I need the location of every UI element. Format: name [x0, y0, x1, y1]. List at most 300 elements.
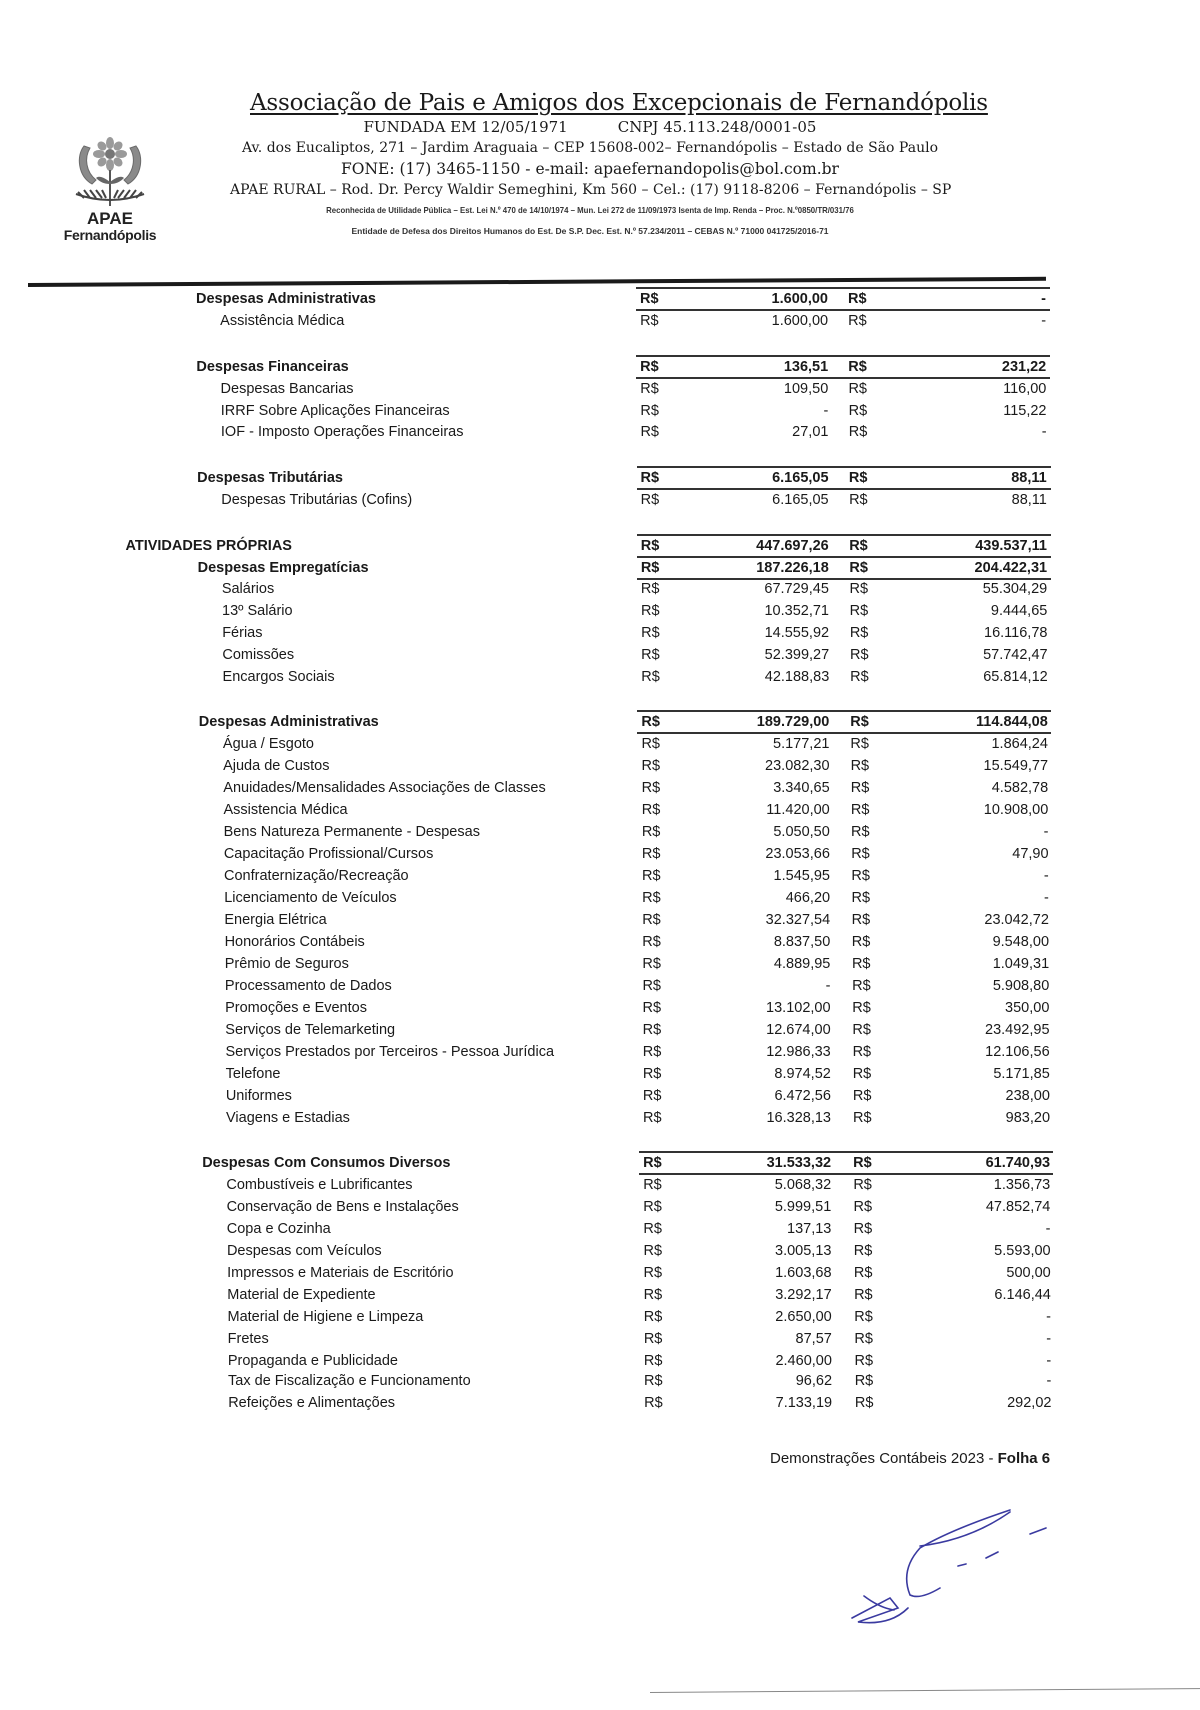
table-group-row [0, 356, 1200, 378]
value-2023: 187.226,18 [756, 560, 829, 576]
currency-2023: R$ [640, 291, 659, 307]
currency-2023: R$ [640, 313, 659, 329]
currency-2023: R$ [641, 846, 661, 862]
currency-2023: R$ [643, 1177, 662, 1193]
currency-2022: R$ [851, 956, 871, 972]
value-2023: 5.177,21 [773, 736, 830, 752]
value-2023: 1.600,00 [771, 313, 829, 329]
currency-2022: R$ [849, 560, 868, 576]
table-row [0, 1085, 1200, 1107]
row-label: Despesas Financeiras [196, 359, 349, 375]
currency-2023: R$ [642, 912, 661, 928]
currency-2022: R$ [853, 1221, 873, 1237]
currency-2022: R$ [850, 736, 869, 752]
value-2022: 983,20 [1005, 1110, 1051, 1126]
value-2022: 114.844,08 [976, 714, 1048, 730]
currency-2022: R$ [848, 470, 868, 486]
currency-2023: R$ [642, 868, 661, 884]
row-label: Encargos Sociais [222, 669, 335, 685]
table-row [0, 997, 1200, 1019]
value-2023: 1.603,68 [775, 1265, 832, 1281]
value-2022: - [1043, 868, 1049, 884]
currency-2023: R$ [641, 669, 660, 685]
value-2023: 2.650,00 [775, 1309, 832, 1325]
row-label: Viagens e Estadias [226, 1110, 350, 1126]
value-2022: - [1046, 1309, 1051, 1325]
value-2022: 4.582,78 [991, 780, 1049, 796]
currency-2022: R$ [849, 647, 869, 663]
table-row [0, 1063, 1200, 1085]
group-top-rule [639, 1151, 1053, 1153]
row-label: IOF - Imposto Operações Financeiras [220, 424, 464, 440]
value-2022: 9.548,00 [992, 934, 1050, 950]
table-row [0, 622, 1200, 644]
currency-2022: R$ [849, 581, 869, 597]
row-label: Uniformes [225, 1088, 292, 1104]
flower-hands-icon [70, 132, 150, 208]
currency-2023: R$ [642, 1066, 662, 1082]
footer-note-text: Demonstrações Contábeis 2023 - [770, 1450, 998, 1467]
table-row [0, 1306, 1200, 1328]
table-row [0, 843, 1200, 865]
table-row [0, 1107, 1200, 1129]
table-row [0, 865, 1200, 887]
table-row [0, 1041, 1200, 1063]
value-2023: 10.352,71 [764, 603, 829, 619]
row-label: Assistência Médica [220, 313, 345, 329]
table-row [0, 1350, 1200, 1372]
value-2023: 3.340,65 [773, 780, 830, 796]
currency-2022: R$ [852, 1088, 872, 1104]
currency-2023: R$ [641, 736, 660, 752]
table-row [0, 1174, 1200, 1196]
row-label: Prêmio de Seguros [224, 956, 349, 972]
value-2022: 47,90 [1012, 846, 1049, 862]
value-2022: 61.740,93 [985, 1155, 1051, 1171]
table-row [0, 887, 1200, 909]
currency-2022: R$ [850, 758, 870, 774]
value-2022: 5.908,80 [992, 978, 1050, 994]
value-2022: 65.814,12 [983, 669, 1048, 685]
value-2022: 88,11 [1011, 470, 1047, 486]
value-2022: 88,11 [1011, 492, 1047, 508]
group-top-rule [637, 534, 1051, 536]
value-2023: 23.053,66 [765, 846, 830, 862]
value-2022: 16.116,78 [984, 625, 1048, 641]
logo-apae-text: APAE [87, 209, 133, 228]
value-2023: 12.674,00 [766, 1022, 831, 1038]
row-label: Energia Elétrica [224, 912, 327, 928]
value-2022: 12.106,56 [985, 1044, 1050, 1060]
table-row [0, 1262, 1200, 1284]
currency-2023: R$ [640, 403, 659, 419]
value-2022: - [1041, 313, 1047, 329]
row-label: Despesas Administrativas [198, 714, 379, 730]
row-label: Ajuda de Custos [223, 758, 330, 774]
value-2023: 1.545,95 [773, 868, 830, 884]
currency-2022: R$ [852, 1044, 872, 1060]
row-label: Assistencia Médica [223, 802, 348, 818]
row-label: Licenciamento de Veículos [224, 890, 397, 906]
row-label: Propaganda e Publicidade [227, 1353, 398, 1369]
row-label: Comissões [222, 647, 295, 663]
value-2023: 137,13 [787, 1221, 832, 1237]
row-label: 13º Salário [222, 603, 293, 619]
value-2023: 8.974,52 [774, 1066, 831, 1082]
value-2022: - [1041, 424, 1047, 440]
row-label: Conservação de Bens e Instalações [226, 1199, 459, 1215]
logo-city-text: Fernandópolis [63, 227, 157, 243]
value-2022: - [1046, 1373, 1052, 1389]
row-label: Telefone [225, 1066, 281, 1082]
row-label: Anuidades/Mensalidades Associações de Classes [223, 780, 546, 796]
currency-2023: R$ [642, 978, 661, 994]
row-label: Despesas Com Consumos Diversos [202, 1155, 451, 1171]
currency-2022: R$ [854, 1309, 873, 1325]
currency-2022: R$ [852, 1022, 871, 1038]
row-label: Capacitação Profissional/Cursos [223, 846, 434, 862]
table-row [0, 489, 1200, 511]
currency-2023: R$ [642, 1088, 662, 1104]
value-2022: 292,02 [1007, 1395, 1052, 1411]
currency-2022: R$ [853, 1110, 872, 1126]
currency-2023: R$ [643, 1110, 662, 1126]
currency-2022: R$ [850, 669, 869, 685]
row-label: Impressos e Materiais de Escritório [227, 1265, 454, 1281]
row-label: Processamento de Dados [224, 978, 392, 994]
value-2023: 136,51 [783, 359, 829, 375]
value-2022: 23.492,95 [985, 1022, 1050, 1038]
currency-2023: R$ [641, 758, 661, 774]
value-2022: - [1045, 1221, 1051, 1237]
table-row [0, 909, 1200, 931]
row-label: Honorários Contábeis [224, 934, 365, 950]
row-label: Férias [222, 625, 263, 641]
table-row [0, 1284, 1200, 1306]
letterhead [230, 90, 988, 243]
currency-2022: R$ [853, 1243, 873, 1259]
footer-note [770, 1450, 1050, 1467]
table-group-row [0, 1152, 1200, 1174]
currency-2022: R$ [848, 403, 868, 419]
value-2022: 231,22 [1001, 359, 1047, 375]
value-2022: 1.864,24 [991, 736, 1048, 752]
currency-2022: R$ [851, 890, 871, 906]
currency-2023: R$ [642, 956, 661, 972]
row-label: Serviços Prestados por Terceiros - Pessoa Jurídica [225, 1044, 555, 1060]
table-row [0, 1328, 1200, 1350]
currency-2023: R$ [641, 780, 661, 796]
table-row [0, 821, 1200, 843]
currency-2022: R$ [853, 1199, 873, 1215]
currency-2022: R$ [851, 846, 870, 862]
value-2022: 204.422,31 [974, 560, 1048, 576]
currency-2023: R$ [644, 1395, 663, 1411]
row-label: Despesas Tributárias [197, 470, 343, 486]
currency-2022: R$ [850, 780, 870, 796]
value-2023: 2.460,00 [775, 1353, 832, 1369]
row-label: Água / Esgoto [222, 736, 314, 752]
value-2023: 447.697,26 [756, 538, 829, 554]
value-2023: - [825, 978, 831, 994]
table-row [0, 931, 1200, 953]
address: Av. dos Eucaliptos, 271 – Jardim Araguaia – CEP 15608-002– Fernandópolis – Estado de São Paulo [242, 140, 938, 156]
bottom-divider [650, 1688, 1200, 1693]
value-2022: 500,00 [1006, 1265, 1051, 1281]
table-row [0, 1196, 1200, 1218]
value-2022: 9.444,65 [990, 603, 1048, 619]
currency-2023: R$ [642, 890, 661, 906]
currency-2022: R$ [854, 1395, 874, 1411]
table-group-row [0, 711, 1200, 733]
table-row [0, 1392, 1200, 1414]
value-2022: 350,00 [1005, 1000, 1050, 1016]
value-2022: - [1046, 1331, 1052, 1347]
row-label: Despesas Bancarias [220, 381, 354, 397]
row-label: Copa e Cozinha [226, 1221, 331, 1237]
currency-2023: R$ [643, 1353, 663, 1369]
currency-2023: R$ [643, 1331, 663, 1347]
value-2023: 23.082,30 [765, 758, 830, 774]
group-top-rule [637, 556, 1051, 558]
currency-2023: R$ [640, 581, 660, 597]
value-2023: 27,01 [792, 424, 829, 440]
value-2023: 109,50 [783, 381, 829, 397]
table-row [0, 600, 1200, 622]
table-row [0, 777, 1200, 799]
currency-2022: R$ [850, 714, 869, 730]
cnpj: CNPJ 45.113.248/0001-05 [617, 118, 817, 136]
currency-2023: R$ [642, 1044, 662, 1060]
table-group-row [0, 467, 1200, 489]
row-label: Salários [221, 581, 275, 597]
currency-2023: R$ [641, 647, 660, 663]
currency-2023: R$ [641, 603, 660, 619]
currency-2023: R$ [642, 934, 661, 950]
value-2023: 1.600,00 [771, 291, 828, 307]
value-2022: 5.593,00 [994, 1243, 1051, 1259]
rural-address: APAE RURAL – Rod. Dr. Percy Waldir Semeghini, Km 560 – Cel.: (17) 9118-8206 – Fernandópolis – SP [230, 182, 952, 198]
currency-2023: R$ [643, 1221, 662, 1237]
value-2023: 11.420,00 [766, 802, 830, 818]
value-2023: 6.165,05 [772, 492, 829, 508]
row-label: Material de Expediente [227, 1287, 376, 1303]
value-2022: 23.042,72 [984, 912, 1049, 928]
currency-2023: R$ [642, 1022, 662, 1038]
value-2023: 16.328,13 [766, 1110, 831, 1126]
currency-2023: R$ [640, 424, 659, 440]
value-2023: 42.188,83 [764, 669, 830, 685]
public-utility-recognition: Reconhecida de Utilidade Pública – Est. Lei N.º 470 de 14/10/1974 – Mun. Lei 272 de 11/09/1973 Isenta de Imp. Renda – Proc. N.º0850/TR/031/76 [326, 205, 854, 215]
table-group-row [0, 535, 1200, 557]
phone-email: FONE: (17) 3465-1150 - e-mail: apaefernandopolis@bol.com.br [341, 160, 839, 178]
value-2023: 4.889,95 [773, 956, 831, 972]
value-2022: 1.049,31 [992, 956, 1050, 972]
table-row [0, 666, 1200, 688]
currency-2023: R$ [641, 714, 660, 730]
value-2022: - [1043, 824, 1049, 840]
table-row [0, 644, 1200, 666]
table-row [0, 310, 1200, 332]
row-label: Despesas Empregatícias [197, 560, 369, 576]
value-2023: 96,62 [795, 1373, 833, 1389]
value-2023: 6.165,05 [772, 470, 829, 486]
currency-2022: R$ [854, 1353, 874, 1369]
value-2022: 238,00 [1005, 1088, 1050, 1104]
organization-title: Associação de Pais e Amigos dos Excepcionais de Fernandópolis [250, 90, 988, 116]
table-row [0, 733, 1200, 755]
currency-2023: R$ [640, 560, 660, 576]
currency-2022: R$ [851, 868, 870, 884]
value-2023: 87,57 [795, 1331, 832, 1347]
row-label: Despesas com Veículos [226, 1243, 382, 1259]
currency-2023: R$ [643, 1287, 663, 1303]
table-row [0, 799, 1200, 821]
currency-2022: R$ [848, 359, 867, 375]
sheet-number: Folha 6 [997, 1450, 1051, 1467]
currency-2022: R$ [849, 603, 869, 619]
currency-2022: R$ [848, 424, 868, 440]
currency-2023: R$ [640, 538, 660, 554]
table-row [0, 975, 1200, 997]
table-row [0, 1240, 1200, 1262]
value-2022: 115,22 [1003, 403, 1047, 419]
row-label: Bens Natureza Permanente - Despesas [223, 824, 480, 840]
header-divider [28, 277, 1046, 287]
table-row [0, 578, 1200, 600]
currency-2023: R$ [640, 381, 659, 397]
currency-2022: R$ [848, 313, 867, 329]
value-2023: 5.050,50 [773, 824, 830, 840]
row-label: IRRF Sobre Aplicações Financeiras [220, 403, 450, 419]
group-top-rule [637, 466, 1051, 468]
row-label: Despesas Tributárias (Cofins) [221, 492, 413, 508]
currency-2022: R$ [852, 1066, 872, 1082]
currency-2022: R$ [852, 978, 871, 994]
value-2022: 439.537,11 [975, 538, 1047, 554]
currency-2022: R$ [851, 912, 871, 928]
founded-line [230, 116, 950, 138]
value-2023: 14.555,92 [764, 625, 830, 641]
currency-2023: R$ [643, 1199, 662, 1215]
currency-2022: R$ [854, 1373, 874, 1389]
table-row [0, 953, 1200, 975]
value-2023: 6.472,56 [774, 1088, 831, 1104]
value-2023: 52.399,27 [764, 647, 830, 663]
currency-2023: R$ [641, 802, 661, 818]
value-2023: 8.837,50 [773, 934, 831, 950]
value-2023: - [823, 403, 829, 419]
currency-2023: R$ [641, 625, 660, 641]
currency-2023: R$ [640, 359, 659, 375]
signature-icon [850, 1500, 1100, 1640]
value-2022: - [1043, 890, 1049, 906]
group-top-rule [636, 355, 1050, 357]
currency-2023: R$ [643, 1155, 662, 1171]
table-row [0, 1019, 1200, 1041]
table-row [0, 755, 1200, 777]
table-row [0, 378, 1200, 400]
entity-registration: Entidade de Defesa dos Direitos Humanos do Est. De S.P. Dec. Est. N.º 57.234/2011 – CEBAS N.º 71000 041725/2016-71 [351, 226, 829, 236]
row-label: Refeições e Alimentações [228, 1395, 396, 1411]
table-row [0, 1370, 1200, 1392]
currency-2023: R$ [641, 824, 661, 840]
group-top-rule [637, 710, 1051, 712]
value-2022: 55.304,29 [982, 581, 1048, 597]
value-2023: 13.102,00 [766, 1000, 831, 1016]
table-group-row [0, 288, 1200, 310]
currency-2023: R$ [640, 470, 660, 486]
currency-2022: R$ [853, 1265, 873, 1281]
value-2023: 7.133,19 [775, 1395, 833, 1411]
currency-2023: R$ [644, 1373, 663, 1389]
table-row [0, 1218, 1200, 1240]
value-2023: 12.986,33 [766, 1044, 831, 1060]
currency-2023: R$ [643, 1243, 663, 1259]
row-label: Serviços de Telemarketing [225, 1022, 396, 1038]
currency-2022: R$ [849, 625, 869, 641]
table-row [0, 421, 1200, 443]
row-label: Combustíveis e Lubrificantes [226, 1177, 413, 1193]
value-2022: 57.742,47 [983, 647, 1048, 663]
table-row [0, 400, 1200, 422]
value-2022: 116,00 [1003, 381, 1047, 397]
value-2023: 5.068,32 [774, 1177, 832, 1193]
value-2022: - [1041, 291, 1046, 307]
currency-2022: R$ [851, 934, 871, 950]
value-2023: 3.292,17 [775, 1287, 832, 1303]
value-2022: 10.908,00 [983, 802, 1049, 818]
value-2022: 1.356,73 [993, 1177, 1051, 1193]
founded-date: FUNDADA EM 12/05/1971 [363, 118, 568, 136]
currency-2022: R$ [854, 1331, 873, 1347]
value-2022: 47.852,74 [985, 1199, 1051, 1215]
currency-2023: R$ [643, 1265, 663, 1281]
currency-2022: R$ [849, 538, 868, 554]
row-label: ATIVIDADES PRÓPRIAS [125, 538, 292, 554]
value-2023: 67.729,45 [764, 581, 829, 597]
row-label: Tax de Fiscalização e Funcionamento [228, 1373, 471, 1389]
currency-2022: R$ [850, 802, 870, 818]
currency-2022: R$ [854, 1287, 873, 1303]
value-2023: 189.729,00 [756, 714, 830, 730]
apae-logo [50, 132, 170, 243]
value-2022: - [1046, 1353, 1052, 1369]
currency-2023: R$ [643, 1309, 663, 1325]
value-2023: 3.005,13 [775, 1243, 832, 1259]
currency-2022: R$ [853, 1155, 872, 1171]
value-2022: 5.171,85 [993, 1066, 1050, 1082]
value-2023: 32.327,54 [765, 912, 831, 928]
currency-2022: R$ [848, 291, 867, 307]
row-label: Material de Higiene e Limpeza [227, 1309, 424, 1325]
row-label: Confraternização/Recreação [224, 868, 409, 884]
table-group-row [0, 557, 1200, 579]
currency-2023: R$ [642, 1000, 662, 1016]
row-label: Fretes [227, 1331, 269, 1347]
value-2023: 5.999,51 [774, 1199, 832, 1215]
currency-2022: R$ [849, 492, 868, 508]
value-2022: 15.549,77 [983, 758, 1049, 774]
currency-2022: R$ [848, 381, 867, 397]
row-label: Promoções e Eventos [225, 1000, 367, 1016]
currency-2022: R$ [853, 1177, 872, 1193]
value-2023: 466,20 [785, 890, 831, 906]
currency-2023: R$ [640, 492, 660, 508]
value-2022: 6.146,44 [994, 1287, 1051, 1303]
row-label: Despesas Administrativas [196, 291, 376, 307]
currency-2022: R$ [851, 824, 870, 840]
